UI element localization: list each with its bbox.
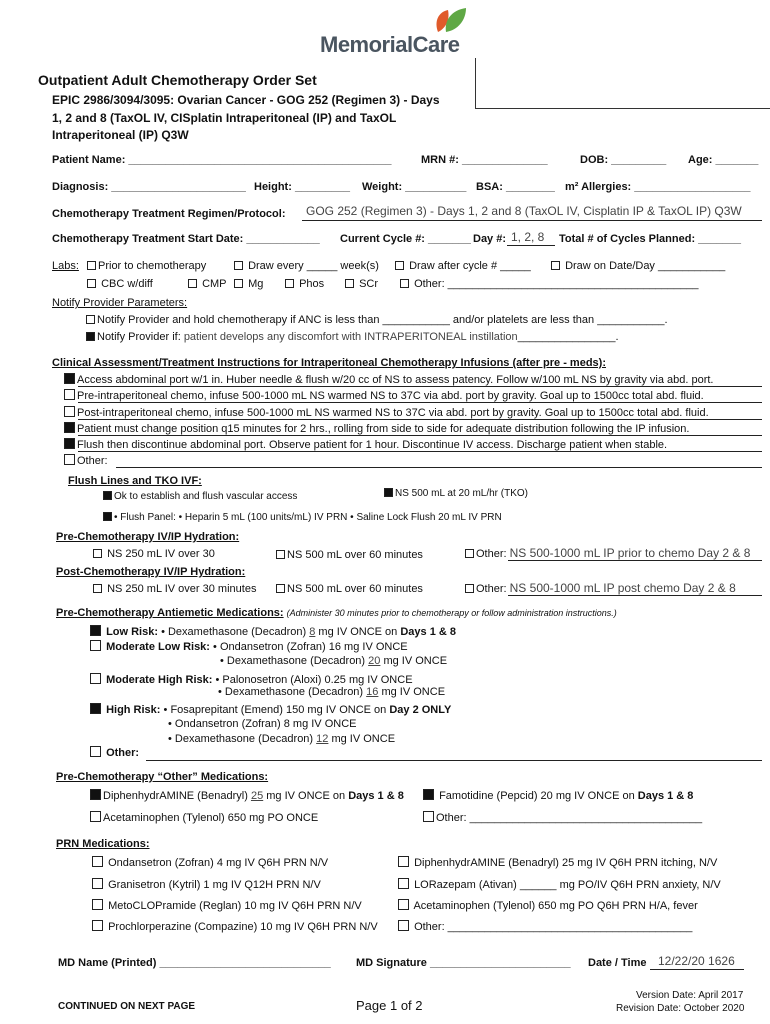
- checkbox[interactable]: [92, 899, 103, 910]
- day-label: Day #:: [473, 233, 507, 245]
- checkbox[interactable]: [400, 279, 409, 288]
- flush-item-1[interactable]: Ok to establish and flush vascular access: [103, 491, 297, 502]
- antiemetic-moderate-low[interactable]: Moderate Low Risk: • Ondansetron (Zofran) 16 mg IV ONCE: [90, 640, 408, 653]
- post-hydration-other[interactable]: Other: NS 500-1000 mL IP post chemo Day 2 & 8: [465, 581, 736, 595]
- pre-hydration-opt-1[interactable]: NS 250 mL IV over 30: [93, 548, 215, 560]
- checkbox[interactable]: [64, 389, 75, 400]
- checkbox-checked[interactable]: [103, 512, 112, 521]
- prn-left-1[interactable]: Ondansetron (Zofran) 4 mg IV Q6H PRN N/V: [92, 856, 328, 869]
- checkbox-checked[interactable]: [384, 488, 393, 497]
- regimen-underline: [302, 220, 762, 221]
- post-hydration-opt-2[interactable]: NS 500 mL over 60 minutes: [276, 583, 423, 595]
- labs-label: Labs:: [52, 260, 79, 272]
- revision-date: Revision Date: October 2020: [616, 1003, 745, 1014]
- page-number: Page 1 of 2: [356, 998, 423, 1013]
- post-hydration-heading: Post-Chemotherapy IV/IP Hydration:: [56, 566, 246, 578]
- clinical-heading: Clinical Assessment/Treatment Instructions for Intraperitoneal Chemotherapy Infusions (after pre - meds):: [52, 357, 606, 369]
- page-title: Outpatient Adult Chemotherapy Order Set: [38, 72, 317, 88]
- header-rule: [475, 108, 770, 109]
- checkbox[interactable]: [87, 261, 96, 270]
- allergies-field[interactable]: m² Allergies: ___________________: [565, 181, 751, 193]
- lab-draw-every[interactable]: Draw every _____ week(s): [234, 260, 379, 272]
- other-med-acetaminophen[interactable]: Acetaminophen (Tylenol) 650 mg PO ONCE: [90, 811, 318, 824]
- checkbox-checked[interactable]: [86, 332, 95, 341]
- other-med-other[interactable]: Other: ______________________________________: [423, 811, 702, 824]
- version-date: Version Date: April 2017: [636, 990, 744, 1001]
- md-signature-field[interactable]: MD Signature _______________________: [356, 957, 571, 969]
- antiemetic-low[interactable]: Low Risk: • Dexamethasone (Decadron) 8 mg IV ONCE on Days 1 & 8: [90, 625, 456, 638]
- clinical-rule-2: [78, 402, 762, 403]
- prn-heading: PRN Medications:: [56, 838, 150, 850]
- prn-right-2[interactable]: LORazepam (Ativan) ______ mg PO/IV Q6H PRN anxiety, N/V: [398, 878, 721, 891]
- continued-note: CONTINUED ON NEXT PAGE: [58, 1001, 196, 1012]
- antiemetic-high[interactable]: High Risk: • Fosaprepitant (Emend) 150 mg IV ONCE on Day 2 ONLY: [90, 703, 451, 716]
- lab-phos[interactable]: Phos: [285, 278, 324, 290]
- lab-cbc[interactable]: CBC w/diff: [87, 278, 153, 290]
- clinical-item-2[interactable]: Pre-intraperitoneal chemo, infuse 500-1000 mL NS warmed NS to 37C via abd. port by gravity. Goal up to 1500cc total abd. fluid.: [64, 389, 704, 402]
- antiemetic-high-2: • Ondansetron (Zofran) 8 mg IV ONCE: [168, 718, 357, 730]
- other-med-diphenhydramine[interactable]: DiphenhydrAMINE (Benadryl) 25 mg IV ONCE on Days 1 & 8: [90, 789, 404, 802]
- antiemetic-heading: Pre-Chemotherapy Antiemetic Medications: (Administer 30 minutes prior to chemotherapy or follow administration instructions.): [56, 607, 617, 619]
- clinical-item-1[interactable]: Access abdominal port w/1 in. Huber needle & flush w/20 cc of NS to assess patency. Follow w/100 mL NS by gravity via abd. port.: [64, 373, 713, 386]
- pre-hydration-underline: [508, 560, 762, 561]
- prn-left-4[interactable]: Prochlorperazine (Compazine) 10 mg IV Q6H PRN N/V: [92, 920, 378, 933]
- checkbox-checked[interactable]: [423, 789, 434, 800]
- other-med-famotidine[interactable]: Famotidine (Pepcid) 20 mg IV ONCE on Days 1 & 8: [423, 789, 693, 802]
- lab-mg[interactable]: Mg: [234, 278, 263, 290]
- checkbox[interactable]: [234, 279, 243, 288]
- checkbox[interactable]: [395, 261, 404, 270]
- mrn-field[interactable]: MRN #: ______________: [421, 154, 548, 166]
- checkbox[interactable]: [188, 279, 197, 288]
- flush-item-3[interactable]: • Flush Panel: • Heparin 5 mL (100 units/mL) IV PRN • Saline Lock Flush 20 mL IV PRN: [103, 512, 502, 523]
- day-underline: [507, 245, 555, 246]
- checkbox[interactable]: [93, 584, 102, 593]
- dob-field[interactable]: DOB: _________: [580, 154, 667, 166]
- checkbox[interactable]: [398, 856, 409, 867]
- prn-right-4[interactable]: Other: ________________________________________: [398, 920, 692, 933]
- md-name-field[interactable]: MD Name (Printed) ____________________________: [58, 957, 331, 969]
- prn-right-1[interactable]: DiphenhydrAMINE (Benadryl) 25 mg IV Q6H PRN itching, N/V: [398, 856, 717, 869]
- checkbox-checked[interactable]: [103, 491, 112, 500]
- checkbox[interactable]: [92, 920, 103, 931]
- checkbox[interactable]: [285, 279, 294, 288]
- lab-draw-on[interactable]: Draw on Date/Day ___________: [551, 260, 725, 272]
- regimen-label: Chemotherapy Treatment Regimen/Protocol:: [52, 208, 286, 220]
- clinical-item-4[interactable]: Patient must change position q15 minutes for 2 hrs., rolling from side to side for adequate distribution following the IP infusion.: [64, 422, 689, 435]
- checkbox[interactable]: [423, 811, 434, 822]
- checkbox[interactable]: [398, 878, 409, 889]
- clinical-item-3[interactable]: Post-intraperitoneal chemo, infuse 500-1000 mL NS warmed NS to 37C via abd. port by gravity. Goal up to 1500cc total abd. fluid.: [64, 406, 709, 419]
- other-meds-heading: Pre-Chemotherapy “Other” Medications:: [56, 771, 269, 783]
- date-time-label: Date / Time: [588, 957, 647, 969]
- checkbox-checked[interactable]: [64, 373, 75, 384]
- checkbox[interactable]: [345, 279, 354, 288]
- weight-field[interactable]: Weight: __________: [362, 181, 467, 193]
- checkbox[interactable]: [398, 899, 409, 910]
- antiemetic-moderate-high-2: • Dexamethasone (Decadron) 16 mg IV ONCE: [218, 686, 446, 698]
- notify-anc[interactable]: Notify Provider and hold chemotherapy if ANC is less than ___________ and/or platelets are less than ___________.: [86, 314, 668, 326]
- checkbox[interactable]: [92, 856, 103, 867]
- clinical-rule-1: [78, 386, 762, 387]
- patient-name-field[interactable]: Patient Name: ___________________________________________: [52, 154, 392, 166]
- lab-cmp[interactable]: CMP: [188, 278, 227, 290]
- checkbox[interactable]: [465, 584, 474, 593]
- checkbox[interactable]: [64, 406, 75, 417]
- header-divider: [475, 58, 476, 108]
- prn-right-3[interactable]: Acetaminophen (Tylenol) 650 mg PO Q6H PRN H/A, fever: [398, 899, 698, 912]
- flush-item-2[interactable]: NS 500 mL at 20 mL/hr (TKO): [384, 488, 528, 499]
- antiemetic-moderate-high[interactable]: Moderate High Risk: • Palonosetron (Aloxi) 0.25 mg IV ONCE: [90, 673, 413, 686]
- antiemetic-other-underline: [146, 760, 762, 761]
- checkbox[interactable]: [86, 315, 95, 324]
- checkbox[interactable]: [276, 584, 285, 593]
- lab-draw-after[interactable]: Draw after cycle # _____: [395, 260, 531, 272]
- notify-if[interactable]: Notify Provider if: patient develops any discomfort with INTRAPERITONEAL instillation________________.: [86, 331, 619, 343]
- logo-text: MemorialCare: [320, 32, 460, 57]
- checkbox[interactable]: [276, 550, 285, 559]
- subtitle-line-2: 1, 2 and 8 (TaxOL IV, CISplatin Intraperitoneal (IP) and TaxOL: [52, 111, 397, 125]
- clinical-item-other[interactable]: Other:: [64, 454, 108, 467]
- checkbox[interactable]: [90, 673, 101, 684]
- regimen-value[interactable]: GOG 252 (Regimen 3) - Days 1, 2 and 8 (TaxOL IV, Cisplatin IP & TaxOL IP) Q3W: [306, 204, 742, 218]
- checkbox[interactable]: [398, 920, 409, 931]
- subtitle-line-1: EPIC 2986/3094/3095: Ovarian Cancer - GOG 252 (Regimen 3) - Days: [52, 93, 440, 107]
- checkbox-checked[interactable]: [90, 625, 101, 636]
- subtitle-line-3: Intraperitoneal (IP) Q3W: [52, 128, 189, 142]
- checkbox[interactable]: [92, 878, 103, 889]
- lab-other[interactable]: Other: _________________________________________: [400, 278, 699, 290]
- lab-prior[interactable]: Prior to chemotherapy: [87, 260, 206, 272]
- checkbox[interactable]: [90, 811, 101, 822]
- checkbox[interactable]: [465, 549, 474, 558]
- checkbox[interactable]: [90, 640, 101, 651]
- leaf-logo-icon: [432, 4, 472, 34]
- lab-scr[interactable]: SCr: [345, 278, 378, 290]
- clinical-rule-6: [116, 467, 762, 468]
- prn-left-2[interactable]: Granisetron (Kytril) 1 mg IV Q12H PRN N/V: [92, 878, 321, 891]
- post-hydration-opt-1[interactable]: NS 250 mL IV over 30 minutes: [93, 583, 256, 595]
- diagnosis-field[interactable]: Diagnosis: ______________________: [52, 181, 246, 193]
- checkbox-checked[interactable]: [90, 703, 101, 714]
- pre-hydration-opt-2[interactable]: NS 500 mL over 60 minutes: [276, 549, 423, 561]
- checkbox[interactable]: [234, 261, 243, 270]
- post-hydration-underline: [508, 595, 762, 596]
- checkbox[interactable]: [551, 261, 560, 270]
- antiemetic-moderate-low-2: • Dexamethasone (Decadron) 20 mg IV ONCE: [220, 655, 448, 667]
- total-cycles-field[interactable]: Total # of Cycles Planned: _______: [559, 233, 741, 245]
- day-value[interactable]: 1, 2, 8: [511, 230, 545, 244]
- checkbox[interactable]: [87, 279, 96, 288]
- checkbox-checked[interactable]: [90, 789, 101, 800]
- checkbox[interactable]: [64, 454, 75, 465]
- pre-hydration-other[interactable]: Other: NS 500-1000 mL IP prior to chemo Day 2 & 8: [465, 546, 750, 560]
- checkbox-checked[interactable]: [64, 422, 75, 433]
- checkbox-checked[interactable]: [64, 438, 75, 449]
- height-field[interactable]: Height: _________: [254, 181, 350, 193]
- start-date-field[interactable]: Chemotherapy Treatment Start Date: ____________: [52, 233, 320, 245]
- bsa-field[interactable]: BSA: ________: [476, 181, 555, 193]
- clinical-rule-4: [78, 435, 762, 436]
- age-field[interactable]: Age: _______: [688, 154, 759, 166]
- clinical-item-5[interactable]: Flush then discontinue abdominal port. Observe patient for 1 hour. Discontinue IV access. Discharge patient when stable.: [64, 438, 667, 451]
- flush-heading: Flush Lines and TKO IVF:: [68, 475, 202, 487]
- clinical-rule-5: [78, 451, 762, 452]
- checkbox[interactable]: [90, 746, 101, 757]
- clinical-rule-3: [78, 419, 762, 420]
- checkbox[interactable]: [93, 549, 102, 558]
- date-time-value[interactable]: 12/22/20 1626: [658, 954, 735, 968]
- pre-hydration-heading: Pre-Chemotherapy IV/IP Hydration:: [56, 531, 240, 543]
- antiemetic-other[interactable]: Other:: [90, 746, 139, 759]
- notify-heading: Notify Provider Parameters:: [52, 297, 188, 309]
- current-cycle-field[interactable]: Current Cycle #: _______: [340, 233, 471, 245]
- date-time-underline: [650, 969, 744, 970]
- antiemetic-high-3: • Dexamethasone (Decadron) 12 mg IV ONCE: [168, 733, 396, 745]
- prn-left-3[interactable]: MetoCLOPramide (Reglan) 10 mg IV Q6H PRN N/V: [92, 899, 362, 912]
